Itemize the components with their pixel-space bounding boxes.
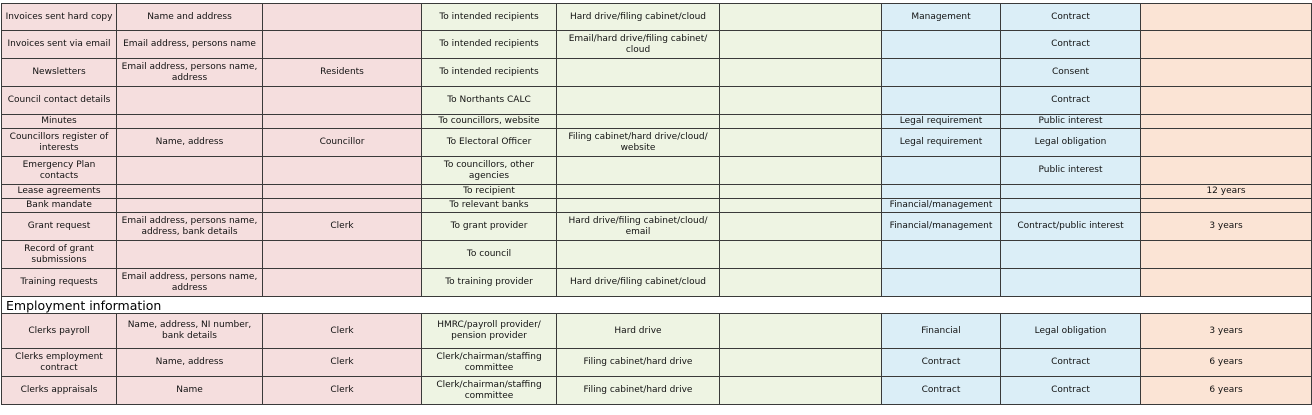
table-row bbox=[2, 31, 1312, 59]
table-cell: Lease agreements bbox=[2, 185, 117, 199]
table-cell: To councillors, website bbox=[422, 115, 557, 129]
table-cell: Contract bbox=[1001, 31, 1141, 59]
table-cell bbox=[720, 377, 882, 405]
table-cell: Hard drive/filing cabinet/cloud/ email bbox=[557, 213, 720, 241]
table-cell: To intended recipients bbox=[422, 4, 557, 31]
table-row bbox=[2, 87, 1312, 115]
table-cell bbox=[720, 314, 882, 349]
table-cell bbox=[117, 157, 263, 185]
table-cell bbox=[263, 157, 422, 185]
table-cell: To grant provider bbox=[422, 213, 557, 241]
table-row bbox=[2, 349, 1312, 377]
table-cell bbox=[720, 129, 882, 157]
table-cell: Public interest bbox=[1001, 157, 1141, 185]
table-cell bbox=[557, 115, 720, 129]
table-cell: To Electoral Officer bbox=[422, 129, 557, 157]
table-cell: Minutes bbox=[2, 115, 117, 129]
table-cell: Clerks employment contract bbox=[2, 349, 117, 377]
table-cell bbox=[117, 185, 263, 199]
table-cell bbox=[557, 87, 720, 115]
table-cell: Filing cabinet/hard drive/cloud/ website bbox=[557, 129, 720, 157]
table-cell: Hard drive/filing cabinet/cloud bbox=[557, 269, 720, 297]
table-row bbox=[2, 199, 1312, 213]
table-cell: Training requests bbox=[2, 269, 117, 297]
table-cell: Financial bbox=[882, 314, 1001, 349]
table-cell: Residents bbox=[263, 59, 422, 87]
section-heading: Employment information bbox=[2, 297, 1312, 314]
table-cell bbox=[882, 241, 1001, 269]
table-cell: Hard drive/filing cabinet/cloud bbox=[557, 4, 720, 31]
table-cell: Financial/management bbox=[882, 213, 1001, 241]
table-body-bottom bbox=[2, 314, 1312, 405]
table-cell: Legal requirement bbox=[882, 115, 1001, 129]
table-cell: To training provider bbox=[422, 269, 557, 297]
table-cell: Legal obligation bbox=[1001, 314, 1141, 349]
table-row bbox=[2, 377, 1312, 405]
table-cell: To relevant banks bbox=[422, 199, 557, 213]
table-cell: Email address, persons name, address, bank details bbox=[117, 213, 263, 241]
table-cell bbox=[1001, 269, 1141, 297]
table-cell: Email address, persons name bbox=[117, 31, 263, 59]
table-cell bbox=[882, 59, 1001, 87]
table-cell: To intended recipients bbox=[422, 31, 557, 59]
table-cell: Name, address bbox=[117, 349, 263, 377]
table-cell: To intended recipients bbox=[422, 59, 557, 87]
table-cell bbox=[882, 31, 1001, 59]
table-row bbox=[2, 129, 1312, 157]
table-cell bbox=[720, 87, 882, 115]
table-cell: HMRC/payroll provider/ pension provider bbox=[422, 314, 557, 349]
table-cell: Public interest bbox=[1001, 115, 1141, 129]
table-cell: Email address, persons name, address bbox=[117, 269, 263, 297]
table-row bbox=[2, 185, 1312, 199]
table-cell bbox=[557, 157, 720, 185]
table-cell: Name bbox=[117, 377, 263, 405]
table-cell: Council contact details bbox=[2, 87, 117, 115]
table-cell: 6 years bbox=[1141, 377, 1312, 405]
table-row bbox=[2, 59, 1312, 87]
table-cell: Clerk bbox=[263, 314, 422, 349]
table-cell bbox=[720, 157, 882, 185]
table-cell bbox=[720, 349, 882, 377]
table-cell bbox=[1141, 241, 1312, 269]
table-cell: Record of grant submissions bbox=[2, 241, 117, 269]
table-cell: Newsletters bbox=[2, 59, 117, 87]
table-row bbox=[2, 157, 1312, 185]
table-cell: Name and address bbox=[117, 4, 263, 31]
table-cell: To Northants CALC bbox=[422, 87, 557, 115]
table-cell: 3 years bbox=[1141, 314, 1312, 349]
table-cell: To council bbox=[422, 241, 557, 269]
table-cell: Contract/public interest bbox=[1001, 213, 1141, 241]
table-cell: Bank mandate bbox=[2, 199, 117, 213]
table-cell: Legal obligation bbox=[1001, 129, 1141, 157]
table-cell: 3 years bbox=[1141, 213, 1312, 241]
table-cell bbox=[263, 269, 422, 297]
table-cell: Contract bbox=[1001, 87, 1141, 115]
section-heading-row bbox=[2, 297, 1312, 314]
section-employment bbox=[2, 297, 1312, 314]
table-cell: Clerk/chairman/staffing committee bbox=[422, 377, 557, 405]
table-cell bbox=[720, 199, 882, 213]
table-cell: Councillor bbox=[263, 129, 422, 157]
table-cell bbox=[263, 31, 422, 59]
table-cell: 6 years bbox=[1141, 349, 1312, 377]
table-cell: To councillors, other agencies bbox=[422, 157, 557, 185]
table-row bbox=[2, 269, 1312, 297]
table-row bbox=[2, 115, 1312, 129]
table-row bbox=[2, 241, 1312, 269]
table-row bbox=[2, 4, 1312, 31]
table-cell bbox=[1141, 115, 1312, 129]
table-cell bbox=[1141, 269, 1312, 297]
table-cell: Clerk bbox=[263, 377, 422, 405]
table-cell bbox=[1001, 185, 1141, 199]
table-cell: Name, address bbox=[117, 129, 263, 157]
table-cell bbox=[557, 241, 720, 269]
table-cell bbox=[1141, 87, 1312, 115]
table-cell: Legal requirement bbox=[882, 129, 1001, 157]
table-cell bbox=[117, 199, 263, 213]
table-cell: Consent bbox=[1001, 59, 1141, 87]
table-cell bbox=[720, 241, 882, 269]
table-cell: Grant request bbox=[2, 213, 117, 241]
table-cell bbox=[882, 157, 1001, 185]
table-cell: Invoices sent hard copy bbox=[2, 4, 117, 31]
table-cell: To recipient bbox=[422, 185, 557, 199]
table-cell bbox=[720, 4, 882, 31]
data-protection-table bbox=[1, 3, 1312, 405]
table-cell bbox=[1141, 4, 1312, 31]
table-cell: Contract bbox=[882, 377, 1001, 405]
table-cell: Contract bbox=[1001, 4, 1141, 31]
table-cell bbox=[1001, 241, 1141, 269]
table-cell: Councillors register of interests bbox=[2, 129, 117, 157]
table-cell bbox=[117, 241, 263, 269]
table-cell bbox=[263, 199, 422, 213]
table-cell bbox=[1141, 31, 1312, 59]
table-cell: Clerks appraisals bbox=[2, 377, 117, 405]
table-cell bbox=[263, 4, 422, 31]
table-cell: Clerks payroll bbox=[2, 314, 117, 349]
table-cell: Management bbox=[882, 4, 1001, 31]
table-cell bbox=[720, 185, 882, 199]
table-cell: Filing cabinet/hard drive bbox=[557, 349, 720, 377]
table-cell bbox=[117, 87, 263, 115]
table-cell: Name, address, NI number, bank details bbox=[117, 314, 263, 349]
table-cell bbox=[720, 31, 882, 59]
table-cell bbox=[1001, 199, 1141, 213]
table-cell: Clerk/chairman/staffing committee bbox=[422, 349, 557, 377]
table-cell bbox=[720, 269, 882, 297]
table-cell: Emergency Plan contacts bbox=[2, 157, 117, 185]
table-row bbox=[2, 314, 1312, 349]
table-cell: 12 years bbox=[1141, 185, 1312, 199]
table-cell bbox=[882, 87, 1001, 115]
table-cell bbox=[263, 115, 422, 129]
table-cell: Email address, persons name, address bbox=[117, 59, 263, 87]
table-cell bbox=[720, 213, 882, 241]
table-cell: Clerk bbox=[263, 213, 422, 241]
table-cell bbox=[720, 59, 882, 87]
table-cell: Invoices sent via email bbox=[2, 31, 117, 59]
table-cell: Contract bbox=[882, 349, 1001, 377]
table-cell: Hard drive bbox=[557, 314, 720, 349]
table-cell bbox=[1141, 59, 1312, 87]
table-cell: Contract bbox=[1001, 377, 1141, 405]
table-cell bbox=[117, 115, 263, 129]
table-cell bbox=[882, 269, 1001, 297]
table-cell bbox=[557, 199, 720, 213]
table-cell: Financial/management bbox=[882, 199, 1001, 213]
table-cell bbox=[720, 115, 882, 129]
table-cell bbox=[1141, 199, 1312, 213]
table-cell bbox=[263, 87, 422, 115]
table-cell bbox=[882, 185, 1001, 199]
table-cell bbox=[557, 59, 720, 87]
table-body-top bbox=[2, 4, 1312, 297]
table-cell: Clerk bbox=[263, 349, 422, 377]
table-cell bbox=[263, 241, 422, 269]
table-cell bbox=[1141, 157, 1312, 185]
table-cell bbox=[557, 185, 720, 199]
table-cell: Contract bbox=[1001, 349, 1141, 377]
table-cell bbox=[263, 185, 422, 199]
table-cell: Filing cabinet/hard drive bbox=[557, 377, 720, 405]
table-cell: Email/hard drive/filing cabinet/ cloud bbox=[557, 31, 720, 59]
table-row bbox=[2, 213, 1312, 241]
table-cell bbox=[1141, 129, 1312, 157]
